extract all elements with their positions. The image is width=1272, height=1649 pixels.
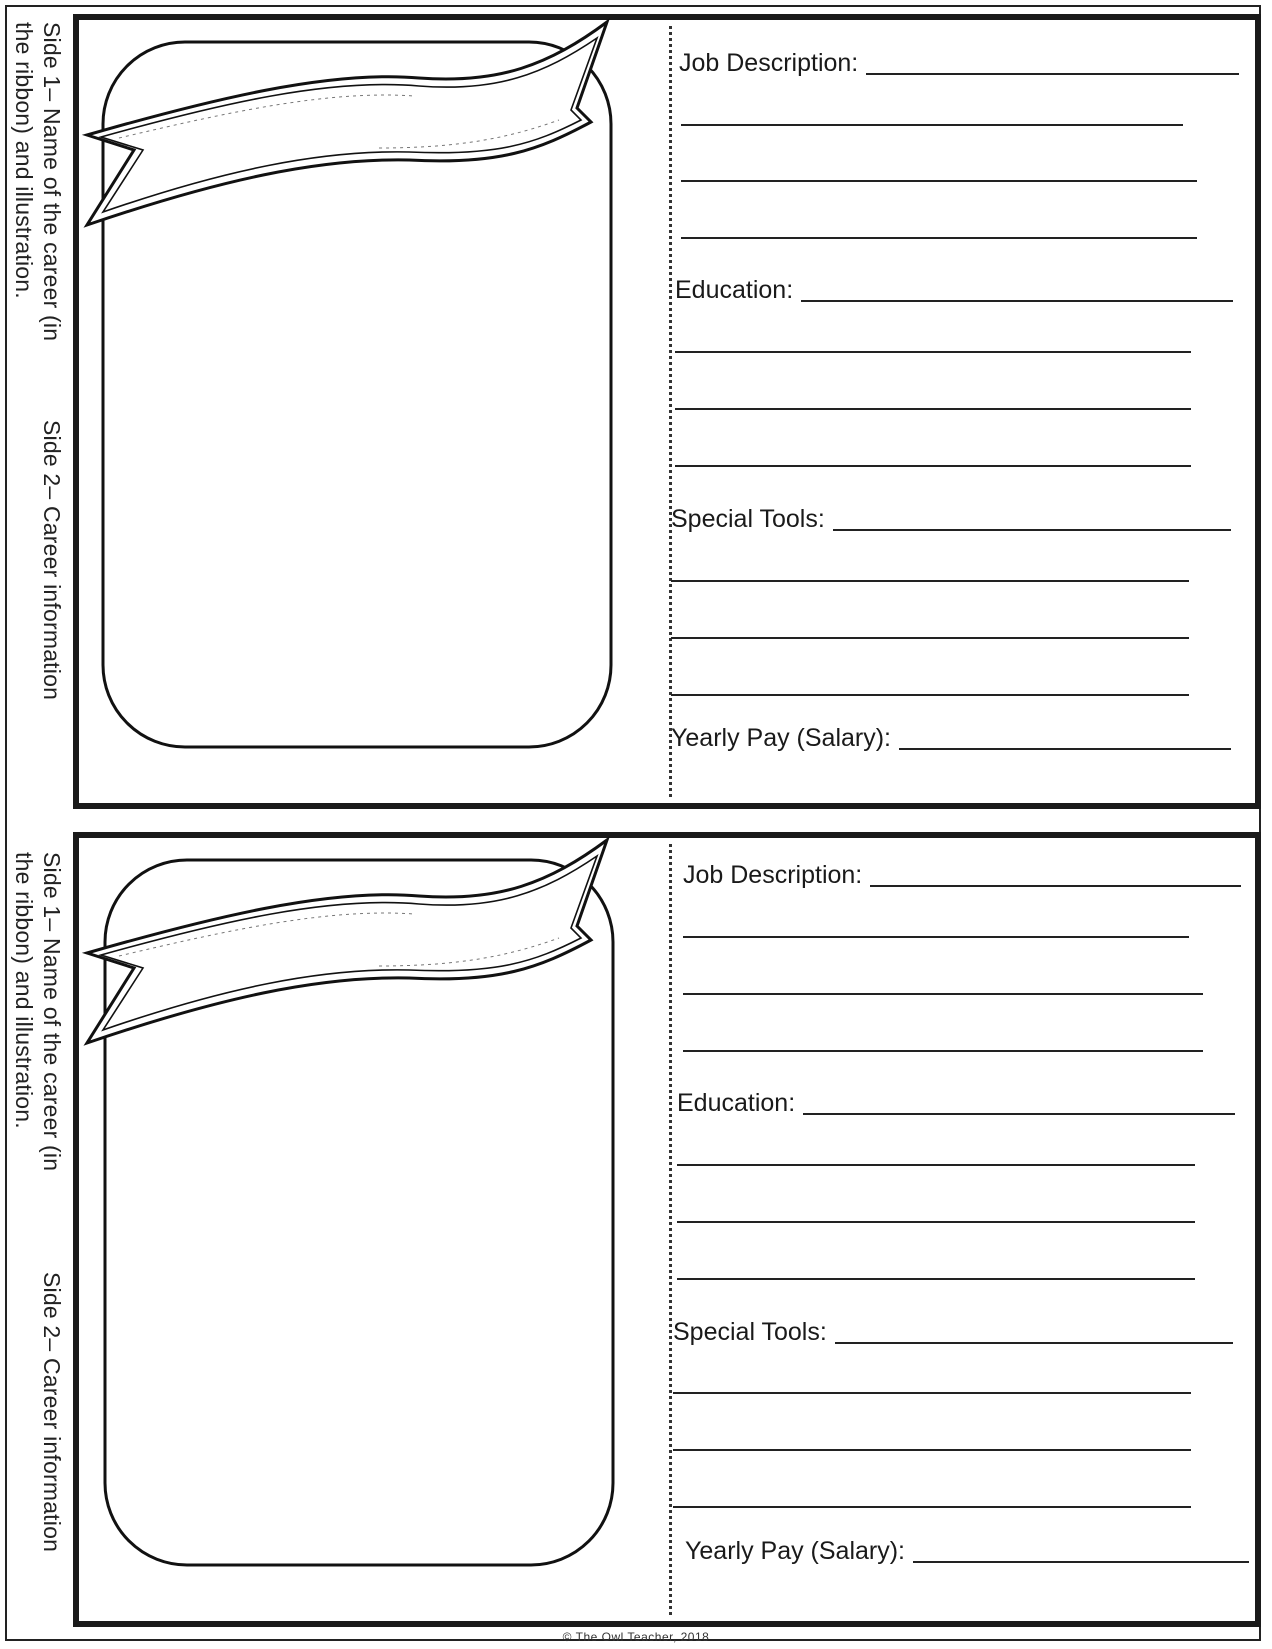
job-description-line-2[interactable]: [683, 936, 1189, 938]
education-row: [675, 271, 1233, 305]
education-line-3[interactable]: [675, 408, 1191, 410]
side-label-bottom-side2: Side 2– Career information: [39, 1272, 65, 1553]
education-label: Education:: [677, 1089, 796, 1117]
yearly-pay-line[interactable]: [913, 1561, 1249, 1563]
education-line-4[interactable]: [675, 465, 1191, 467]
special-tools-row: [673, 1313, 1233, 1347]
education-line-3[interactable]: [677, 1221, 1195, 1223]
education-line[interactable]: [801, 300, 1233, 302]
job-description-label: Job Description:: [679, 49, 859, 77]
special-tools-line-2[interactable]: [671, 580, 1189, 582]
copyright-footer: © The Owl Teacher, 2018: [562, 1630, 710, 1644]
yearly-pay-row: [671, 719, 1231, 753]
yearly-pay-row: [685, 1532, 1249, 1566]
job-description-line-4[interactable]: [681, 237, 1197, 239]
special-tools-line-4[interactable]: [671, 694, 1189, 696]
side1-line1: Side 1– Name of the career (in: [39, 22, 65, 342]
side-label-top-side2: Side 2– Career information: [39, 420, 65, 701]
education-row: [677, 1084, 1235, 1118]
job-description-line-3[interactable]: [683, 993, 1203, 995]
illustration-frame-with-ribbon: [79, 20, 669, 803]
special-tools-line[interactable]: [835, 1342, 1233, 1344]
special-tools-line-3[interactable]: [673, 1449, 1191, 1451]
job-description-line-4[interactable]: [683, 1050, 1203, 1052]
job-description-line[interactable]: [866, 73, 1239, 75]
job-description-row: [683, 856, 1241, 890]
side1-line2: the ribbon) and illustration.: [11, 22, 37, 299]
illustration-frame-with-ribbon: [79, 838, 669, 1621]
career-info-fields: [673, 838, 1239, 1621]
side-label-top-side1: [10, 22, 66, 341]
special-tools-label: Special Tools:: [671, 505, 825, 533]
side1-line2: the ribbon) and illustration.: [11, 852, 37, 1129]
fold-line-dotted: [669, 844, 672, 1615]
special-tools-line-2[interactable]: [673, 1392, 1191, 1394]
education-line-2[interactable]: [675, 351, 1191, 353]
special-tools-row: [671, 500, 1231, 534]
education-line-2[interactable]: [677, 1164, 1195, 1166]
side1-line1: Side 1– Name of the career (in: [39, 852, 65, 1172]
yearly-pay-label: Yearly Pay (Salary):: [685, 1537, 905, 1565]
career-card-bottom: [73, 832, 1261, 1627]
special-tools-line[interactable]: [833, 529, 1231, 531]
special-tools-line-4[interactable]: [673, 1506, 1191, 1508]
job-description-line-2[interactable]: [681, 124, 1183, 126]
career-info-fields: [671, 20, 1239, 803]
fold-line-dotted: [669, 26, 672, 797]
education-line[interactable]: [803, 1113, 1235, 1115]
yearly-pay-label: Yearly Pay (Salary):: [671, 724, 891, 752]
side-label-bottom-side1: [10, 852, 66, 1171]
yearly-pay-line[interactable]: [899, 748, 1231, 750]
illustration-panel: [79, 838, 669, 1621]
education-line-4[interactable]: [677, 1278, 1195, 1280]
career-card-top: [73, 14, 1261, 809]
special-tools-label: Special Tools:: [673, 1318, 827, 1346]
job-description-line-3[interactable]: [681, 180, 1197, 182]
job-description-line[interactable]: [870, 885, 1241, 887]
illustration-panel: [79, 20, 669, 803]
special-tools-line-3[interactable]: [671, 637, 1189, 639]
job-description-label: Job Description:: [683, 861, 863, 889]
education-label: Education:: [675, 276, 794, 304]
job-description-row: [679, 44, 1239, 78]
